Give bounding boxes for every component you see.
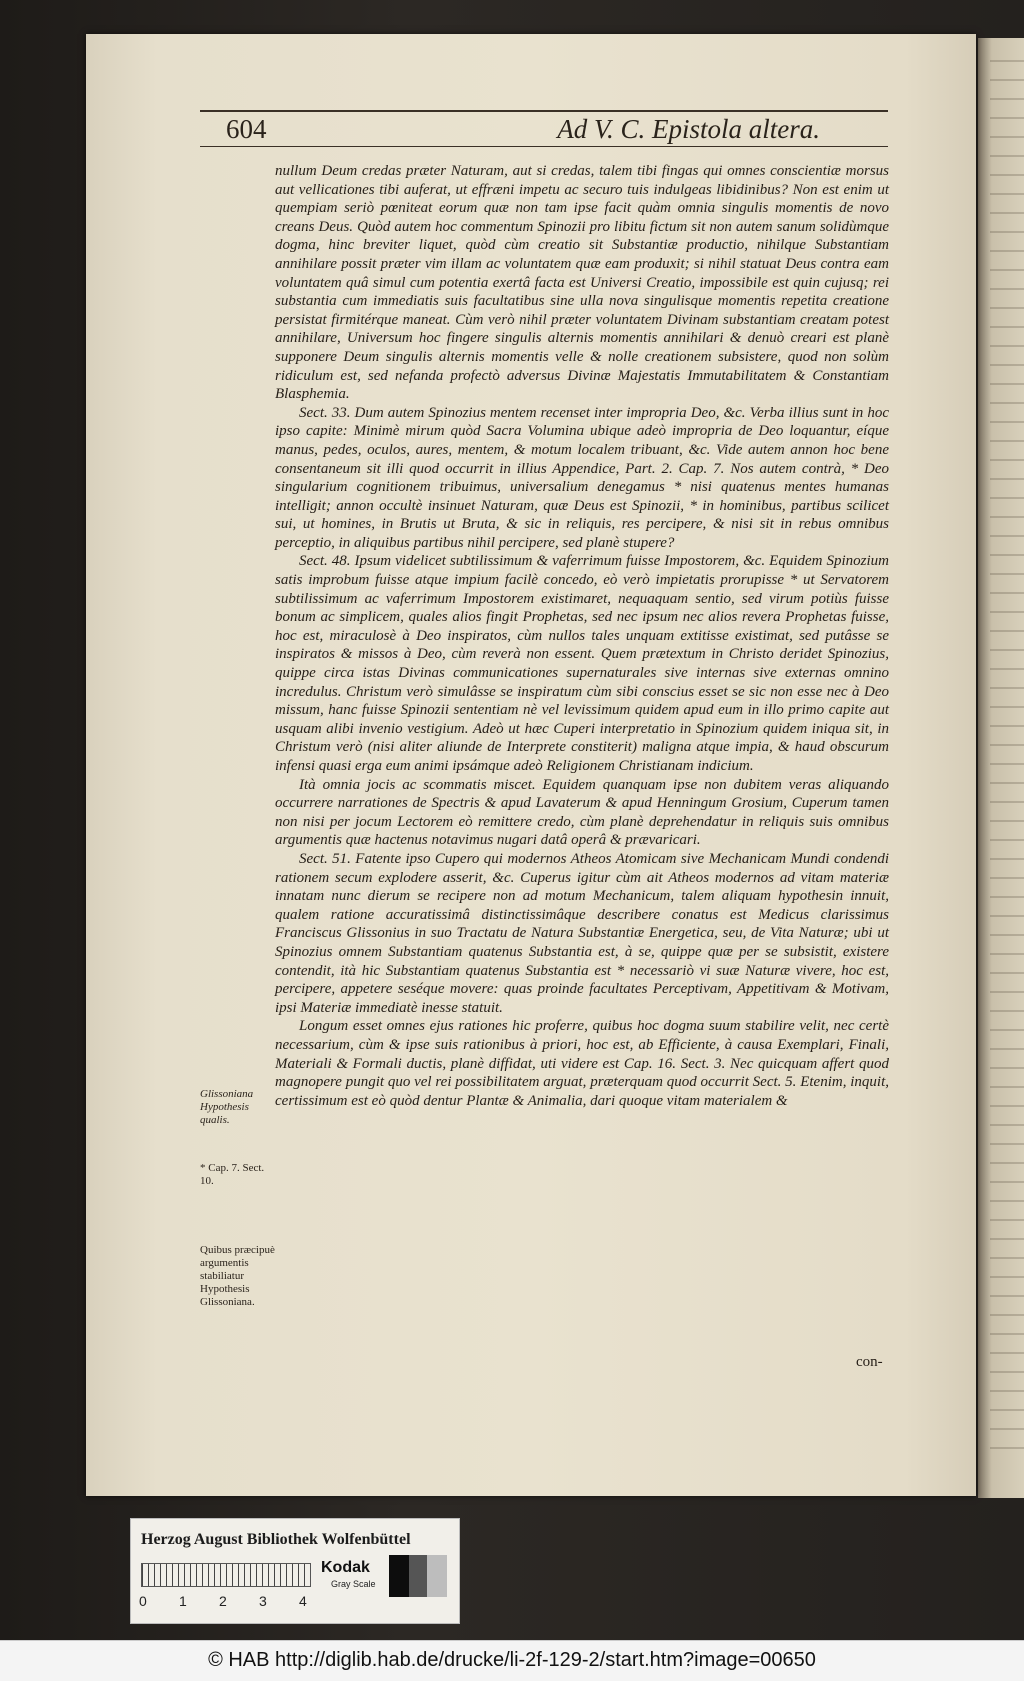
paragraph: Sect. 33. Dum autem Spinozius mentem recenset inter impropria Deo, &c. Verba illius sunt in hoc ipso capite: Minimè mirum quòd Sacra Volumina ubique adeò impropria de Deo loquantur, eíque manus, pedes, oculos, aures, mentem, & motum localem tribuant, &c. Vide autem annon hoc bene consentaneum sit illi quod occurrit in illius Appendice, Part. 2. Cap. 7. Nos autem contrà, * Deo singularium cognitionem tribuimus, universalium denegamus * nisi quatenus mentes humanas intelligit; annon occultè insinuet Naturam, quæ Deus est Spinozii, * in hominibus, partibus scilicet sui, ut homines, in Brutis ut Bruta, & sic in reliquis, res percipere, & nisi sit in rebus omnibus perceptio, in aliquibus partibus nihil percipere, sed planè stupere? xyxy=(275,404,889,551)
footer-bar xyxy=(0,1640,1024,1681)
gray-patch xyxy=(389,1555,409,1597)
scale-number: 0 xyxy=(139,1593,147,1609)
paragraph: Sect. 51. Fatente ipso Cupero qui modernos Atheos Atomicam sive Mechanicam Mundi condendi rationem secum explodere asserit, &c. Cuperus igitur cùm ait Atheos modernos ad vitam materiæ innatam nunc dierum se recipere non ad motum Mechanicum, talem aliquam hypothesin innuit, qualem ratione accuratissimâ distinctissimâque describere conatus est Medicus clarissimus Franciscus Glissonius in suo Tractatu de Natura Substantiæ Energetica, seu, de Vita Naturæ; ubi ut Spinozius omnem Substantiam quatenus Substantia est, à se, quippe quæ per se subsistit, existere contendit, ità hic Substantiam quatenus Substantia est * necessariò vi suæ Naturæ vivere, hoc est, percipere, appetere seséque movere: quas proinde facultates Perceptivam, Appetitivam & Motivam, ipsi Materiæ immediatè inesse statuit. xyxy=(275,850,889,1016)
paragraph: Ità omnia jocis ac scommatis miscet. Equidem quanquam ipse non dubitem veras aliquando occurrere narrationes de Spectris & apud Lavaterum & apud Henningum Grosium, Cuperum tamen non nisi per jocum Lectorem eò remittere credo, cùm planè deprehendatur in reliquis suis omnibus argumentis quæ hactenus notavimus nugari datâ operâ & prævaricari. xyxy=(275,776,889,849)
margin-note: Quibus præcipuè argumentis stabiliatur Hypothesis Glissoniana. xyxy=(200,1244,275,1308)
page-header xyxy=(200,110,888,150)
running-title: Ad V. C. Epistola altera. xyxy=(557,114,820,144)
scale-number: 3 xyxy=(259,1593,267,1609)
scale-number: 4 xyxy=(299,1593,307,1609)
next-page-text-lines xyxy=(990,60,1024,1460)
margin-note: Glissoniana Hypothesis qualis. xyxy=(200,1088,254,1126)
gray-patch xyxy=(409,1555,427,1597)
body-text xyxy=(275,162,889,1110)
copyright-notice: © HAB http://diglib.hab.de/drucke/li-2f-129-2/start.htm?image=00650 xyxy=(208,1649,816,1671)
scale-number: 2 xyxy=(219,1593,227,1609)
paragraph: nullum Deum credas præter Naturam, aut si credas, talem tibi fingas qui omnes conscientiæ morsus aut vellicationes tibi auferat, ut effræni impetu ac securo tuis indulgeas libidinibus? Non est enim ut quempiam seriò pœniteat eorum quæ non tam ipse facit quàm omnia singulis momentis de novo creans Deus. Quòd autem hoc commentum Spinozii pro libitu fictum sit non autem sanum solidùmque dogma, hinc breviter liquet, quòd cùm creatio sit Substantiæ productio, nihilque Substantiam annihilare possit præter vim illam ac voluntatem quæ eam produxit; si nihil statuat Deus contra eam voluntatem quâ simul cum potentia exertâ facta est Universi Creatio, impossibile est quin cujusq; rei substantia cum immediatis suis facultatibus sine ulla nova singulisque momentis repetita creatione persistat firmitérque maneat. Cùm verò nihil præter voluntatem Divinam substantiam creatam potest annihilare, Universum hoc fingere singulis alternis momentis annihilari & denuò creari est planè supponere Deum singulis alternis momentis velle & nolle creationem subsistere, quod non solùm ridiculum est, sed nefanda profectò adversus Divinæ Majestatis Immutabilitatem & Constantiam Blasphemia. xyxy=(275,163,889,403)
paragraph: Sect. 48. Ipsum videlicet subtilissimum & vaferrimum fuisse Impostorem, &c. Equidem Spinozium satis improbum fuisse atque impium facilè concedo, eò verò impietatis prorupisse * ut Servatorem subtilissimum ac vaferrimum Impostorem existimaret, nequaquam sentio, sed virum potiùs fuisse bonum ac simplicem, quales alios fingit Prophetas, sed nec ipsum nec alios revera Prophetas fuisse, hoc est, miraculosè à Deo inspiratos, cùm nullos tales unquam extitisse existimat, sed putâsse se inspiratos & missos à Deo, cùm reverà non essent. Quem prætextum in Christo deridet Spinozius, quippe circa istas Divinas communicationes supernaturales sive internas sive externas omnino incredulus. Christum verò simulâsse se inspiratum cùm sibi conscius esset se sic non esse nec à Deo missum, hanc fuisse Spinozii sententiam nè vel levissimum quidem apud eum in illo primo capite aut usquam alibi invenio vestigium. Adeò ut hæc Cuperi interpretatio in Spinozium quidem iniqua sit, in Christum verò (nisi aliter aliunde de Interprete constiterit) maligna atque impia, & haud obscurum infensi quasi erga eum animi ipsámque adeò Religionem Christianam indicium. xyxy=(275,553,889,774)
page-number: 604 xyxy=(226,114,267,144)
ruler-scale xyxy=(141,1563,311,1587)
library-name: Herzog August Bibliothek Wolfenbüttel xyxy=(141,1531,411,1548)
gray-patch xyxy=(427,1555,447,1597)
margin-note: * Cap. 7. Sect. 10. xyxy=(200,1162,265,1187)
catch-word: con- xyxy=(856,1354,883,1370)
grayscale-label: Gray Scale xyxy=(331,1579,376,1589)
gray-scale-patches xyxy=(389,1555,447,1597)
kodak-logo: Kodak xyxy=(321,1559,370,1576)
header-rule-bottom xyxy=(200,146,888,147)
color-reference-card xyxy=(130,1518,460,1624)
paragraph: Longum esset omnes ejus rationes hic proferre, quibus hoc dogma suum stabilire velit, nec certè necessarium, cùm & ipse suis rationibus à priori, hoc est, ab Efficiente, à causa Exemplari, Finali, Materiali & Formali ductis, planè diffidat, uti videre est Cap. 16. Sect. 3. Nec quicquam affert quod magnopere pungit quo vel rei possibilitatem arguat, præterquam quod occurrit Sect. 5. Etenim, inquit, certissimum est eò quòd dentur Plantæ & Animalia, dari quoque vitam materialem & xyxy=(275,1018,889,1109)
scale-number: 1 xyxy=(179,1593,187,1609)
